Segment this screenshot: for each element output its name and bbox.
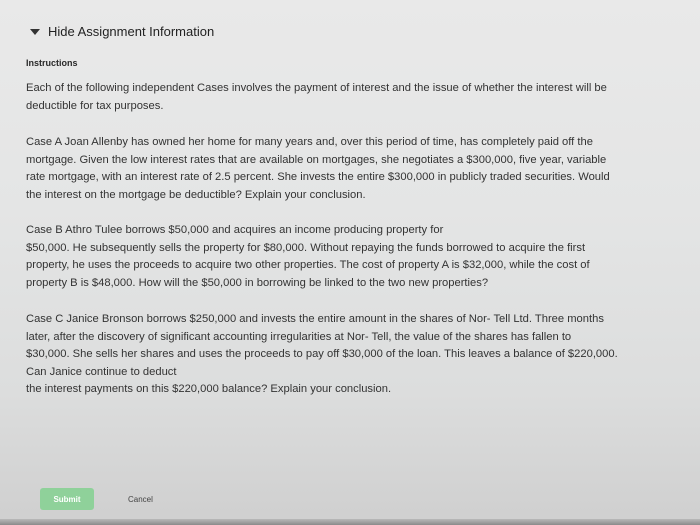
toggle-label: Hide Assignment Information [48, 24, 215, 39]
text-line: Case C Janice Bronson borrows $250,000 and invests the entire amount in the shares of Nor- Tell Ltd. Three months [26, 313, 604, 325]
cancel-button[interactable]: Cancel [128, 494, 153, 504]
form-actions [40, 488, 153, 510]
text-line: deductible for tax purposes. [26, 99, 164, 112]
screen-bottom-edge [0, 519, 700, 525]
instructions-intro [26, 80, 674, 115]
text-line: the interest payments on this $220,000 balance? Explain your conclusion. [26, 383, 392, 395]
text-line: later, after the discovery of significant accounting irregularities at Nor- Tell, the value of the shares has fallen to [26, 330, 572, 343]
instructions-heading: Instructions [26, 58, 78, 68]
submit-button[interactable]: Submit [40, 488, 94, 510]
text-line: Case A Joan Allenby has owned her home for many years and, over this period of time, has completely paid off the [26, 136, 593, 148]
caret-down-icon [30, 29, 40, 35]
text-line: rate mortgage, with an interest rate of 2.5 percent. She invests the entire $300,000 in publicly traded securities. Would [26, 171, 610, 183]
text-line: $50,000. He subsequently sells the property for $80,000. Without repaying the funds borrowed to acquire the first [26, 241, 586, 254]
text-line: property, he uses the proceeds to acquire two other properties. The cost of property A is $32,000, while the cost of [26, 259, 590, 271]
text-line: $30,000. She sells her shares and uses the proceeds to pay off $30,000 of the loan. This leaves a balance of $220,000. [26, 348, 618, 360]
text-line: property B is $48,000. How will the $50,000 in borrowing be linked to the two new properties? [26, 276, 489, 289]
text-line: mortgage. Given the low interest rates that are available on mortgages, she negotiates a $300,000, five year, variable [26, 153, 607, 166]
case-a-paragraph [26, 134, 674, 204]
case-b-paragraph [26, 222, 674, 292]
text-line: Can Janice continue to deduct [26, 365, 177, 378]
case-c-paragraph [26, 311, 674, 399]
hide-assignment-toggle[interactable] [30, 24, 214, 39]
text-line: Case B Athro Tulee borrows $50,000 and acquires an income producing property for [26, 224, 444, 236]
text-line: the interest on the mortgage be deductible? Explain your conclusion. [26, 188, 366, 201]
text-line: Each of the following independent Cases involves the payment of interest and the issue of whether the interest will be [26, 82, 607, 94]
